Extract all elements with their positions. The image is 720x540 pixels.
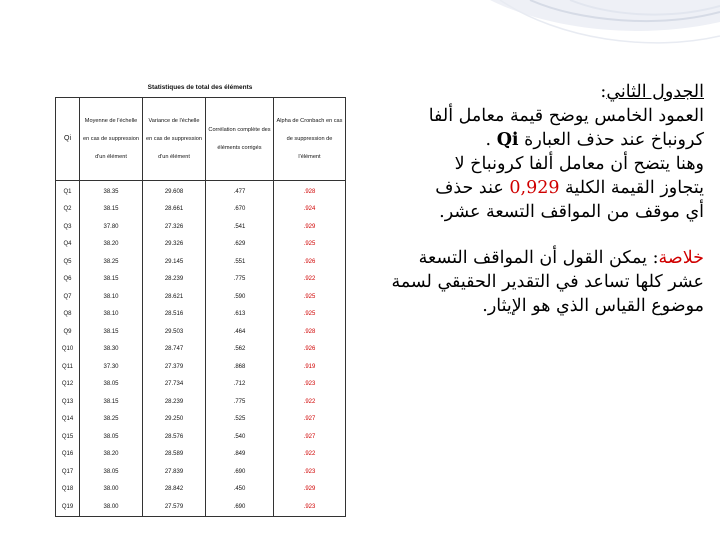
row-label: Q4: [56, 236, 80, 254]
correlation-cell: .477: [206, 181, 274, 201]
variance-cell: 29.608: [143, 181, 206, 201]
corner-decoration: [490, 0, 720, 60]
table-row: [56, 271, 346, 289]
alpha-cell: .929: [274, 218, 346, 236]
mean-cell: 38.20: [80, 236, 143, 254]
variance-cell: 27.839: [143, 463, 206, 481]
alpha-cell: .926: [274, 341, 346, 359]
row-label: Q17: [56, 463, 80, 481]
commentary-line-4: يتجاوز القيمة الكلية 0,929 عند حذف: [435, 178, 704, 198]
table-header-row: [56, 98, 346, 181]
alpha-cell: .922: [274, 393, 346, 411]
row-label: Q14: [56, 411, 80, 429]
conclusion-line-2: عشر كلها تساعد في التقدير الحقيقي لسمة: [391, 272, 704, 292]
alpha-cell: .922: [274, 446, 346, 464]
table-row: [56, 446, 346, 464]
commentary-title: الجدول الثاني: [606, 82, 704, 102]
table-row: [56, 481, 346, 499]
mean-cell: 37.80: [80, 218, 143, 236]
table-row: [56, 236, 346, 254]
alpha-cell: .919: [274, 358, 346, 376]
row-label: Q6: [56, 271, 80, 289]
variance-cell: 28.621: [143, 288, 206, 306]
table-row: [56, 201, 346, 219]
variance-cell: 27.326: [143, 218, 206, 236]
row-label: Q5: [56, 253, 80, 271]
row-label: Q8: [56, 306, 80, 324]
correlation-cell: .525: [206, 411, 274, 429]
column-header-correlation: Corrélation complète des éléments corrigés: [206, 98, 274, 181]
column-header-variance: Variance de l'échelle en cas de suppression d'un élément: [143, 98, 206, 181]
correlation-cell: .450: [206, 481, 274, 499]
alpha-cell: .924: [274, 201, 346, 219]
alpha-cell: .928: [274, 181, 346, 201]
alpha-cell: .925: [274, 288, 346, 306]
correlation-cell: .775: [206, 393, 274, 411]
alpha-cell: .926: [274, 253, 346, 271]
conclusion-line-3: موضوع القياس الذي هو الإيثار.: [482, 296, 704, 316]
alpha-cell: .922: [274, 271, 346, 289]
mean-cell: 38.05: [80, 428, 143, 446]
variance-cell: 28.516: [143, 306, 206, 324]
row-label: Q1: [56, 181, 80, 201]
variance-cell: 29.145: [143, 253, 206, 271]
commentary-line-3: وهنا يتضح أن معامل ألفا كرونباخ لا: [454, 154, 704, 174]
correlation-cell: .562: [206, 341, 274, 359]
variance-cell: 29.503: [143, 323, 206, 341]
item-statistics-table: [55, 97, 346, 517]
correlation-cell: .613: [206, 306, 274, 324]
correlation-cell: .590: [206, 288, 274, 306]
mean-cell: 38.15: [80, 201, 143, 219]
mean-cell: 38.00: [80, 481, 143, 499]
row-label: Q11: [56, 358, 80, 376]
alpha-cell: .929: [274, 481, 346, 499]
table-row: [56, 253, 346, 271]
arabic-commentary: [364, 80, 704, 318]
alpha-cell: .923: [274, 463, 346, 481]
table-row: [56, 393, 346, 411]
variance-cell: 28.576: [143, 428, 206, 446]
row-label: Q2: [56, 201, 80, 219]
mean-cell: 38.00: [80, 498, 143, 516]
variance-cell: 29.250: [143, 411, 206, 429]
correlation-cell: .541: [206, 218, 274, 236]
column-header-qi: Qi: [56, 98, 80, 181]
correlation-cell: .551: [206, 253, 274, 271]
variance-cell: 28.589: [143, 446, 206, 464]
row-label: Q18: [56, 481, 80, 499]
table-row: [56, 358, 346, 376]
mean-cell: 38.10: [80, 288, 143, 306]
variance-cell: 28.239: [143, 393, 206, 411]
table-row: [56, 288, 346, 306]
mean-cell: 38.05: [80, 463, 143, 481]
qi-label: Qi: [496, 130, 519, 150]
commentary-line-5: أي موقف من المواقف التسعة عشر.: [439, 202, 704, 222]
item-statistics-table-panel: [55, 84, 345, 517]
alpha-cell: .923: [274, 376, 346, 394]
correlation-cell: .712: [206, 376, 274, 394]
table-body: [56, 181, 346, 517]
commentary-title-line: الجدول الثاني:: [600, 82, 704, 102]
table-row: [56, 463, 346, 481]
correlation-cell: .629: [206, 236, 274, 254]
correlation-cell: .849: [206, 446, 274, 464]
alpha-cell: .923: [274, 498, 346, 516]
table-row: [56, 411, 346, 429]
table-row: [56, 341, 346, 359]
table-row: [56, 306, 346, 324]
mean-cell: 38.25: [80, 411, 143, 429]
mean-cell: 38.15: [80, 323, 143, 341]
alpha-cell: .928: [274, 323, 346, 341]
table-row: [56, 498, 346, 516]
row-label: Q15: [56, 428, 80, 446]
correlation-cell: .690: [206, 498, 274, 516]
variance-cell: 29.326: [143, 236, 206, 254]
row-label: Q9: [56, 323, 80, 341]
mean-cell: 38.10: [80, 306, 143, 324]
conclusion-label: خلاصة: [658, 248, 704, 268]
correlation-cell: .670: [206, 201, 274, 219]
mean-cell: 38.30: [80, 341, 143, 359]
mean-cell: 38.20: [80, 446, 143, 464]
variance-cell: 28.239: [143, 271, 206, 289]
mean-cell: 38.05: [80, 376, 143, 394]
variance-cell: 28.842: [143, 481, 206, 499]
table-title: Statistiques de total des éléments: [147, 84, 253, 91]
commentary-line-1: العمود الخامس يوضح قيمة معامل ألفا: [428, 106, 704, 126]
row-label: Q12: [56, 376, 80, 394]
table-row: [56, 218, 346, 236]
variance-cell: 27.734: [143, 376, 206, 394]
correlation-cell: .868: [206, 358, 274, 376]
mean-cell: 38.35: [80, 181, 143, 201]
table-row: [56, 323, 346, 341]
table-row: [56, 428, 346, 446]
alpha-cell: .927: [274, 428, 346, 446]
row-label: Q10: [56, 341, 80, 359]
row-label: Q7: [56, 288, 80, 306]
row-label: Q16: [56, 446, 80, 464]
alpha-cell: .925: [274, 306, 346, 324]
table-row: [56, 376, 346, 394]
row-label: Q19: [56, 498, 80, 516]
variance-cell: 27.379: [143, 358, 206, 376]
correlation-cell: .464: [206, 323, 274, 341]
conclusion-line-1: خلاصة: يمكن القول أن المواقف التسعة: [418, 248, 704, 268]
correlation-cell: .540: [206, 428, 274, 446]
column-header-mean: Moyenne de l'échelle en cas de suppression d'un élément: [80, 98, 143, 181]
alpha-cell: .925: [274, 236, 346, 254]
variance-cell: 28.661: [143, 201, 206, 219]
mean-cell: 37.30: [80, 358, 143, 376]
mean-cell: 38.15: [80, 271, 143, 289]
commentary-line-2: كرونباخ عند حذف العبارة Qi .: [485, 130, 704, 150]
row-label: Q13: [56, 393, 80, 411]
table-row: [56, 181, 346, 201]
correlation-cell: .775: [206, 271, 274, 289]
variance-cell: 27.579: [143, 498, 206, 516]
variance-cell: 28.747: [143, 341, 206, 359]
mean-cell: 38.15: [80, 393, 143, 411]
row-label: Q3: [56, 218, 80, 236]
column-header-alpha: Alpha de Cronbach en cas de suppression de l'élément: [274, 98, 346, 181]
alpha-cell: .927: [274, 411, 346, 429]
mean-cell: 38.25: [80, 253, 143, 271]
total-alpha-value: 0,929: [509, 178, 560, 198]
correlation-cell: .690: [206, 463, 274, 481]
